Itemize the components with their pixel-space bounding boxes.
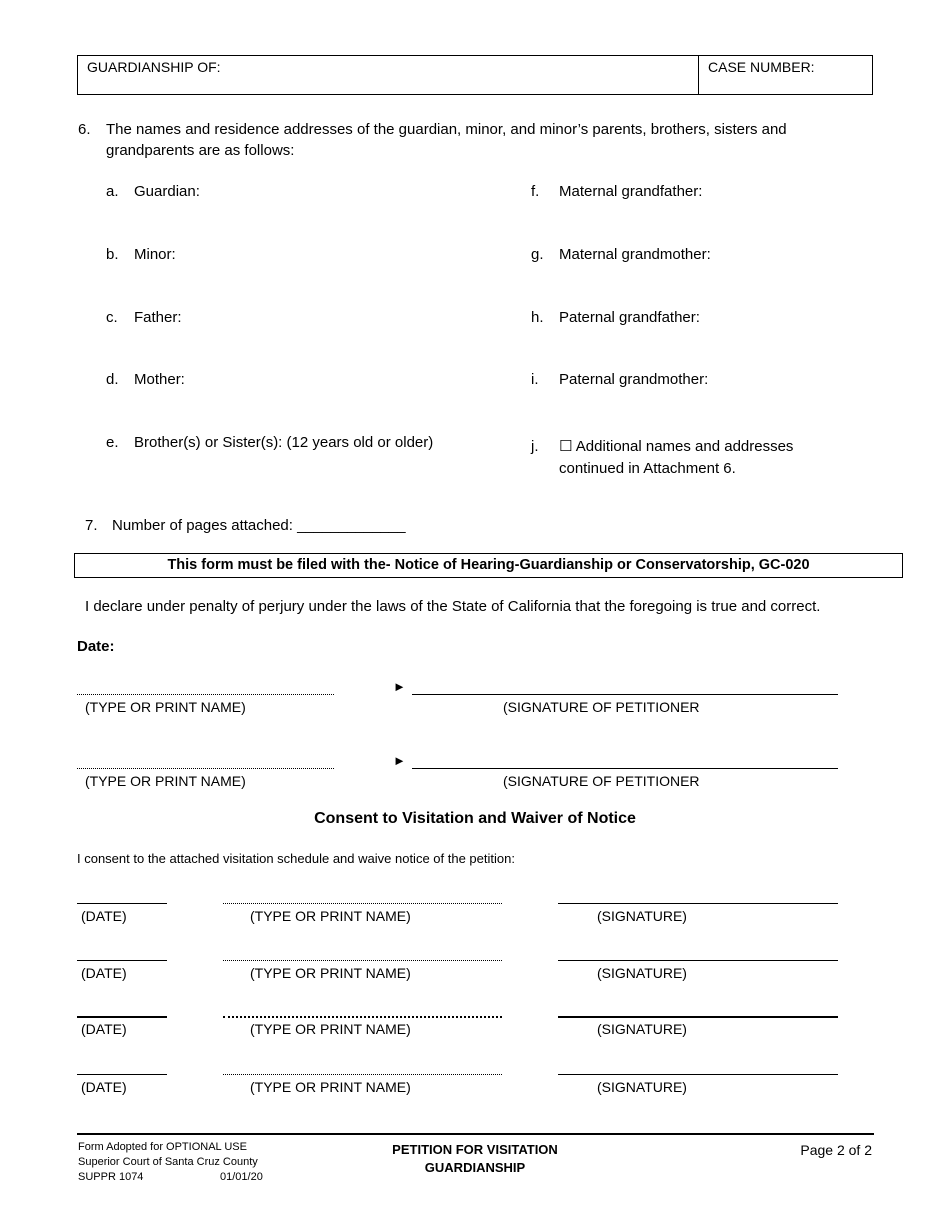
petitioner-name-label-1: (TYPE OR PRINT NAME) [85, 699, 246, 715]
consent-signature-label: (SIGNATURE) [597, 1079, 687, 1095]
petitioner-name-line-1[interactable] [77, 694, 334, 695]
maternal-grandmother-label: Maternal grandmother: [559, 246, 711, 263]
item-b-letter: b. [106, 246, 119, 263]
case-number-label: CASE NUMBER: [708, 59, 815, 75]
item-6-text-line1: The names and residence addresses of the guardian, minor, and minor’s parents, brothers, sisters and [106, 121, 787, 138]
siblings-label: Brother(s) or Sister(s): (12 years old or older) [134, 434, 434, 451]
item-a-letter: a. [106, 183, 119, 200]
item-6-text-line2: grandparents are as follows: [106, 142, 295, 159]
item-g-letter: g. [531, 246, 544, 263]
header-divider [698, 55, 699, 95]
consent-name-line[interactable] [223, 1074, 502, 1075]
footer-adopted: Form Adopted for OPTIONAL USE [78, 1141, 247, 1153]
maternal-grandfather-label: Maternal grandfather: [559, 183, 703, 200]
consent-signature-line[interactable] [558, 903, 838, 904]
consent-name-label: (TYPE OR PRINT NAME) [250, 1021, 411, 1037]
consent-signature-label: (SIGNATURE) [597, 1021, 687, 1037]
consent-signature-label: (SIGNATURE) [597, 965, 687, 981]
footer-court: Superior Court of Santa Cruz County [78, 1156, 258, 1168]
item-f-letter: f. [531, 183, 540, 200]
footer-form-number: SUPPR 1074 [78, 1171, 144, 1183]
consent-date-line[interactable] [77, 1016, 167, 1018]
consent-name-label: (TYPE OR PRINT NAME) [250, 908, 411, 924]
petitioner-signature-line-2[interactable] [412, 768, 838, 769]
item-e-letter: e. [106, 434, 119, 451]
consent-name-line[interactable] [223, 1016, 502, 1018]
signature-arrow-icon: ► [393, 679, 406, 694]
petitioner-name-line-2[interactable] [77, 768, 334, 769]
item-j-text-line2: continued in Attachment 6. [559, 460, 736, 477]
consent-date-line[interactable] [77, 960, 167, 961]
footer-title-line2: GUARDIANSHIP [424, 1160, 526, 1175]
item-j-text-line1: Additional names and addresses [575, 438, 794, 455]
filing-notice: This form must be filed with the- Notice of Hearing-Guardianship or Conservatorship, GC-020 [74, 553, 903, 578]
consent-date-label: (DATE) [81, 908, 127, 924]
consent-name-line[interactable] [223, 960, 502, 961]
item-i-letter: i. [531, 371, 539, 388]
petitioner-signature-line-1[interactable] [412, 694, 838, 695]
item-j-line1 [559, 438, 793, 456]
petitioner-name-label-2: (TYPE OR PRINT NAME) [85, 773, 246, 789]
consent-signature-line[interactable] [558, 960, 838, 961]
item-6-number: 6. [78, 121, 91, 138]
petitioner-signature-label-2: (SIGNATURE OF PETITIONER [503, 773, 700, 789]
petitioner-signature-label-1: (SIGNATURE OF PETITIONER [503, 699, 700, 715]
paternal-grandfather-label: Paternal grandfather: [559, 309, 700, 326]
consent-name-label: (TYPE OR PRINT NAME) [250, 965, 411, 981]
item-d-letter: d. [106, 371, 119, 388]
guardianship-of-label: GUARDIANSHIP OF: [87, 59, 221, 75]
item-c-letter: c. [106, 309, 118, 326]
attachment-checkbox[interactable]: ☐ [559, 438, 573, 455]
item-h-letter: h. [531, 309, 544, 326]
footer-form-date: 01/01/20 [220, 1171, 263, 1183]
consent-date-label: (DATE) [81, 1021, 127, 1037]
mother-label: Mother: [134, 371, 185, 388]
item-7-number: 7. [85, 517, 98, 534]
paternal-grandmother-label: Paternal grandmother: [559, 371, 709, 388]
consent-date-line[interactable] [77, 1074, 167, 1075]
consent-signature-label: (SIGNATURE) [597, 908, 687, 924]
consent-intro: I consent to the attached visitation schedule and waive notice of the petition: [77, 851, 515, 866]
consent-date-line[interactable] [77, 903, 167, 904]
minor-label: Minor: [134, 246, 176, 263]
consent-date-label: (DATE) [81, 1079, 127, 1095]
consent-signature-line[interactable] [558, 1074, 838, 1075]
father-label: Father: [134, 309, 182, 326]
footer-title-line1: PETITION FOR VISITATION [392, 1142, 558, 1157]
item-j-letter: j. [531, 438, 539, 455]
consent-title: Consent to Visitation and Waiver of Notice [314, 810, 636, 827]
consent-name-line[interactable] [223, 903, 502, 904]
signature-arrow-icon: ► [393, 753, 406, 768]
guardian-label: Guardian: [134, 183, 200, 200]
consent-name-label: (TYPE OR PRINT NAME) [250, 1079, 411, 1095]
date-label: Date: [77, 638, 115, 655]
footer-rule [77, 1133, 874, 1135]
consent-date-label: (DATE) [81, 965, 127, 981]
page-number: Page 2 of 2 [800, 1142, 872, 1158]
perjury-declaration: I declare under penalty of perjury under the laws of the State of California that the foregoing is true and correct. [85, 598, 821, 615]
consent-signature-line[interactable] [558, 1016, 838, 1018]
pages-attached-label: Number of pages attached: _____________ [112, 517, 406, 534]
